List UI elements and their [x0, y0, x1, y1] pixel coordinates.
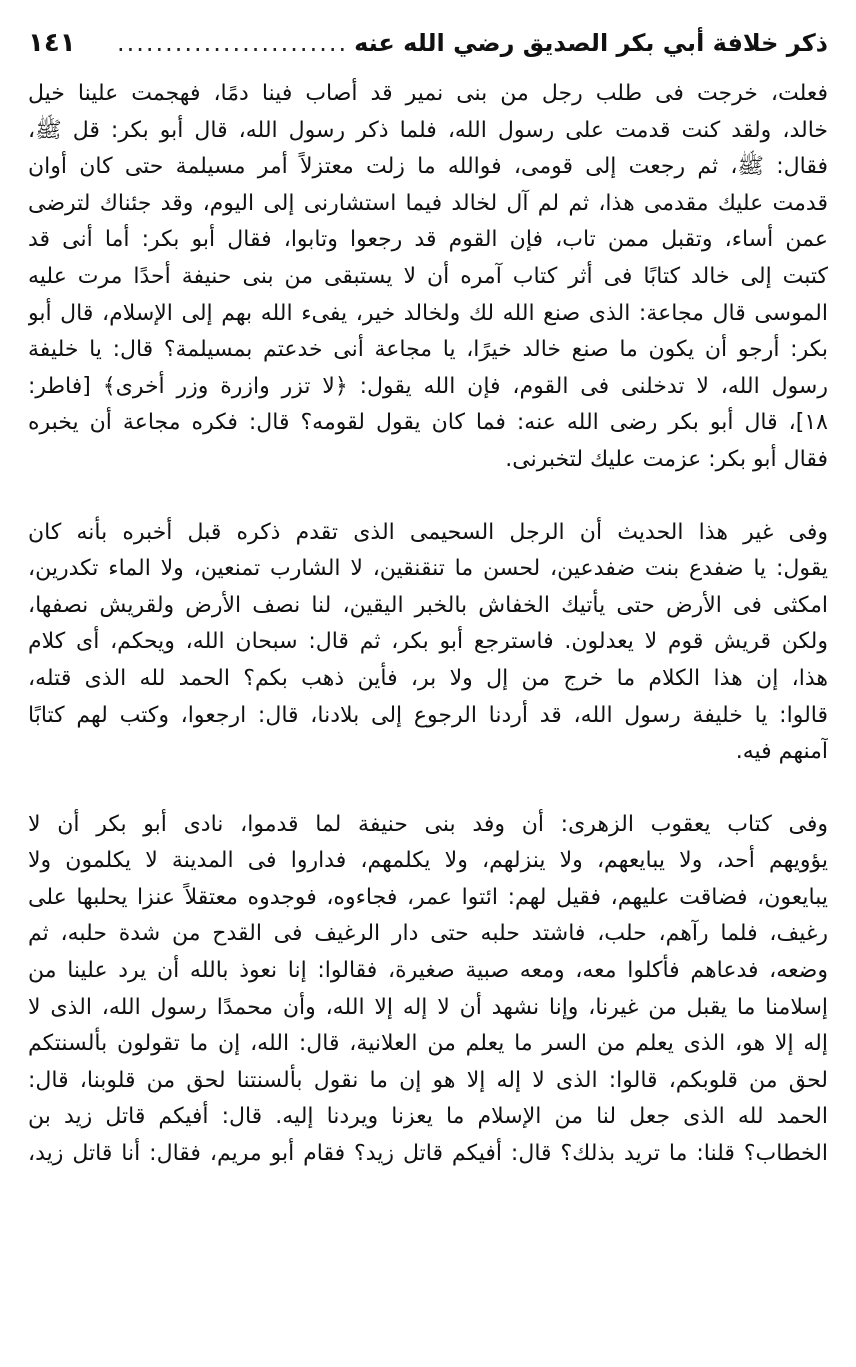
text-line: قدمت عليك مقدمى هذا، ثم لم آل لخالد فيما استشارنى إلى اليوم، وقد جئناك لترضى [28, 190, 828, 216]
text-line: امكثى فى الأرض حتى يأتيك الخفاش بالخبر اليقين، لنا نصف الأرض ولقريش نصفها، [28, 592, 828, 618]
text-line: يقول: يا ضفدع بنت ضفدعين، لحسن ما تنقنقين، لا الشارب تمنعين، ولا الماء تكدرين، [28, 556, 828, 582]
text-line: الموسى قال مجاعة: الذى صنع الله لك ولخالد خير، يفىء الله بهم إلى الإسلام، قال أبو [28, 300, 828, 326]
paragraph-2 [28, 515, 828, 771]
text-line: يبايعون، فضاقت عليهم، فقيل لهم: ائتوا عمر، فجاءوه، فوجدوه معتقلاً عنزا يحلبها على [28, 884, 828, 910]
paragraph-1 [28, 76, 828, 479]
text-line: هذا، إن هذا الكلام ما خرج من إل ولا بر، فأين ذهب بكم؟ الحمد لله الذى قتله، [28, 665, 828, 691]
text-line: الحمد لله الذى جعل لنا من الإسلام ما يعزنا ويردنا إليه. قال: أفيكم قاتل زيد بن [28, 1104, 828, 1130]
paragraph-spacer [28, 771, 828, 807]
text-line: خالد، ولقد كنت قدمت على رسول الله، فلما ذكر رسول الله، قال أبو بكر: قل ﷺ، [28, 117, 828, 143]
text-line: فعلت، خرجت فى طلب رجل من بنى نمير قد أصاب فينا دمًا، فهجمت علينا خيل [28, 81, 828, 106]
text-line: وضعه، فدعاهم فأكلوا معه، ومعه صبية صغيرة، فقالوا: إنا نعوذ بالله أن يرد علينا من [28, 958, 828, 984]
running-header [28, 28, 828, 72]
body-text [28, 76, 828, 1173]
text-line: إسلامنا ما يقبل من غيرنا، وإنا نشهد أن لا إله إلا الله، وأن محمدًا رسول الله، الذى لا [28, 994, 828, 1020]
text-line: إله إلا هو، الذى يعلم من السر ما يعلم من العلانية، قال: الله، إن ما تقولون بألسنتكم [28, 1031, 828, 1057]
leader-dots: ........................ [116, 29, 349, 57]
paragraph-spacer [28, 479, 828, 515]
text-line: ولكن قريش قوم لا يعدلون. فاسترجع أبو بكر، ثم قال: سبحان الله، ويحكم، أى كلام [28, 629, 828, 655]
text-line: الخطاب؟ قلنا: ما تريد بذلك؟ قال: أفيكم قاتل زيد؟ فقام أبو مريم، فقال: أنا قاتل زيد، [28, 1141, 828, 1167]
text-line: كتبت إلى خالد كتابًا فى أثر كتاب آمره أن لا يستبقى من بنى حنيفة أحدًا مرت عليه [28, 263, 828, 289]
text-line: رغيف، فلما رآهم، حلب، فاشتد حلبه حتى دار الرغيف فى القدح من شدة حلبه، ثم [28, 921, 828, 947]
text-line: فقال: ﷺ، ثم رجعت إلى قومى، فوالله ما زلت معتزلاً أمر مسيلمة حتى كان أوان [28, 154, 828, 180]
text-line: لحق من قلوبكم، قالوا: الذى لا إله إلا هو إن ما نقول بألسنتنا لحق من قلوبنا، قال: [28, 1067, 828, 1093]
text-line: آمنهم فيه. [735, 739, 828, 765]
text-line: بكر: أرجو أن يكون ما صنع خالد خيرًا، يا مجاعة أنى خدعتم بمسيلمة؟ قال: يا خليفة [28, 337, 828, 363]
text-line: رسول الله، لا تدخلنى فى القوم، فإن الله يقول: ﴿لا تزر وازرة وزر أخرى﴾ [فاطر: [28, 373, 828, 399]
text-line: فقال أبو بكر: عزمت عليك لتخبرنى. [505, 446, 828, 472]
text-line: ١٨]، قال أبو بكر رضى الله عنه: فما كان يقول لقومه؟ قال: فكره مجاعة أن يخبره [28, 410, 828, 436]
book-page [28, 28, 828, 1348]
text-line: وفى كتاب يعقوب الزهرى: أن وفد بنى حنيفة لما قدموا، نادى أبو بكر أن لا [28, 811, 828, 837]
text-line: وفى غير هذا الحديث أن الرجل السحيمى الذى تقدم ذكره قبل أخبره بأنه كان [28, 519, 828, 545]
page-number: ١٤١ [28, 28, 76, 58]
text-line: عمن أساء، وتقبل ممن تاب، فإن القوم قد رجعوا وتابوا، فقال أبو بكر: أما أنى قد [28, 227, 828, 253]
text-line: يؤويهم أحد، ولا يبايعهم، ولا ينزلهم، ولا يكلمهم، فداروا فى المدينة لا يكلمون ولا [28, 848, 828, 874]
chapter-title: ذكر خلافة أبي بكر الصديق رضي الله عنه [354, 29, 828, 57]
paragraph-3 [28, 807, 828, 1173]
text-line: قالوا: يا خليفة رسول الله، قد أردنا الرجوع إلى بلادنا، قال: ارجعوا، وكتب لهم كتابًا [28, 702, 828, 728]
